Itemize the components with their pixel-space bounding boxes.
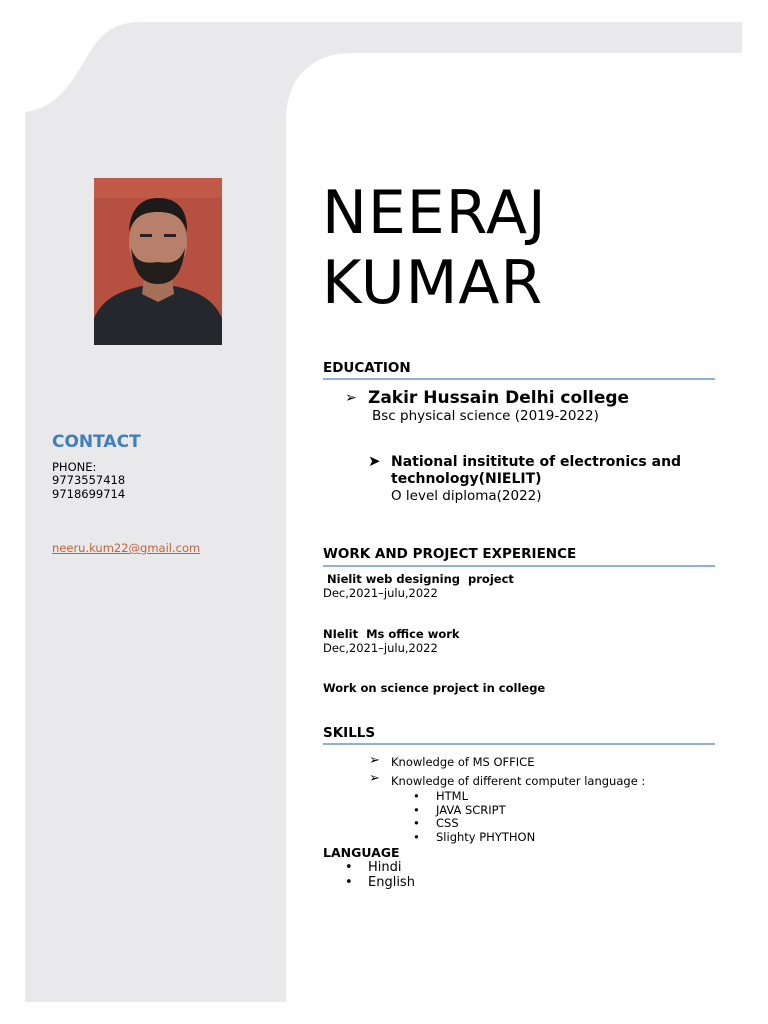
email-link[interactable]: neeru.kum22@gmail.com — [52, 541, 201, 555]
experience-role-2: NIelit Ms office work — [323, 627, 460, 641]
arrow-bullet-icon: ➢ — [345, 390, 357, 406]
phone-label: PHONE: — [52, 460, 97, 474]
experience-date-2: Dec,2021–julu,2022 — [323, 641, 438, 655]
education-school-2 — [391, 454, 681, 488]
experience-role-1: Nielit web designing project — [323, 572, 514, 586]
bullet-icon: • — [413, 803, 420, 817]
arrow-bullet-icon: ➢ — [369, 753, 380, 768]
education-school-1: Zakir Hussain Delhi college — [368, 388, 630, 408]
skills-divider — [323, 743, 715, 745]
language-skill-4: Slighty PHYTHON — [436, 830, 536, 844]
language-skill-1: HTML — [436, 789, 469, 803]
experience-role-3: Work on science project in college — [323, 681, 546, 695]
language-skill-2: JAVA SCRIPT — [436, 803, 506, 817]
bullet-icon: • — [413, 789, 420, 803]
skill-item-2: Knowledge of different computer language : — [391, 774, 646, 788]
education-heading: EDUCATION — [323, 360, 411, 376]
last-name: KUMAR — [322, 248, 544, 318]
education-detail-2: O level diploma(2022) — [391, 488, 542, 504]
language-skill-3: CSS — [436, 816, 459, 830]
contact-heading: CONTACT — [52, 432, 141, 452]
bullet-icon: • — [345, 875, 353, 890]
arrow-bullet-icon: ➤ — [368, 452, 381, 470]
first-name: NEERAJ — [322, 178, 547, 248]
education-school-2-line2: technology(NIELIT) — [391, 471, 542, 487]
experience-divider — [323, 565, 715, 567]
language-item-2: English — [368, 875, 415, 890]
phone-number-1: 9773557418 — [52, 473, 126, 487]
bullet-icon: • — [413, 830, 420, 844]
bullet-icon: • — [413, 816, 420, 830]
education-detail-1: Bsc physical science (2019-2022) — [372, 408, 599, 424]
experience-date-1: Dec,2021–julu,2022 — [323, 586, 438, 600]
phone-number-2: 9718699714 — [52, 487, 126, 501]
skills-heading: SKILLS — [323, 725, 376, 741]
language-item-1: Hindi — [368, 860, 402, 875]
language-heading: LANGUAGE — [323, 845, 400, 860]
experience-heading: WORK AND PROJECT EXPERIENCE — [323, 546, 577, 562]
arrow-bullet-icon: ➢ — [369, 771, 380, 786]
skill-item-1: Knowledge of MS OFFICE — [391, 755, 535, 769]
education-divider — [323, 378, 715, 380]
education-school-2-line1: National insititute of electronics and — [391, 454, 682, 470]
profile-photo — [94, 178, 222, 345]
bullet-icon: • — [345, 860, 353, 875]
person-name — [322, 178, 547, 318]
